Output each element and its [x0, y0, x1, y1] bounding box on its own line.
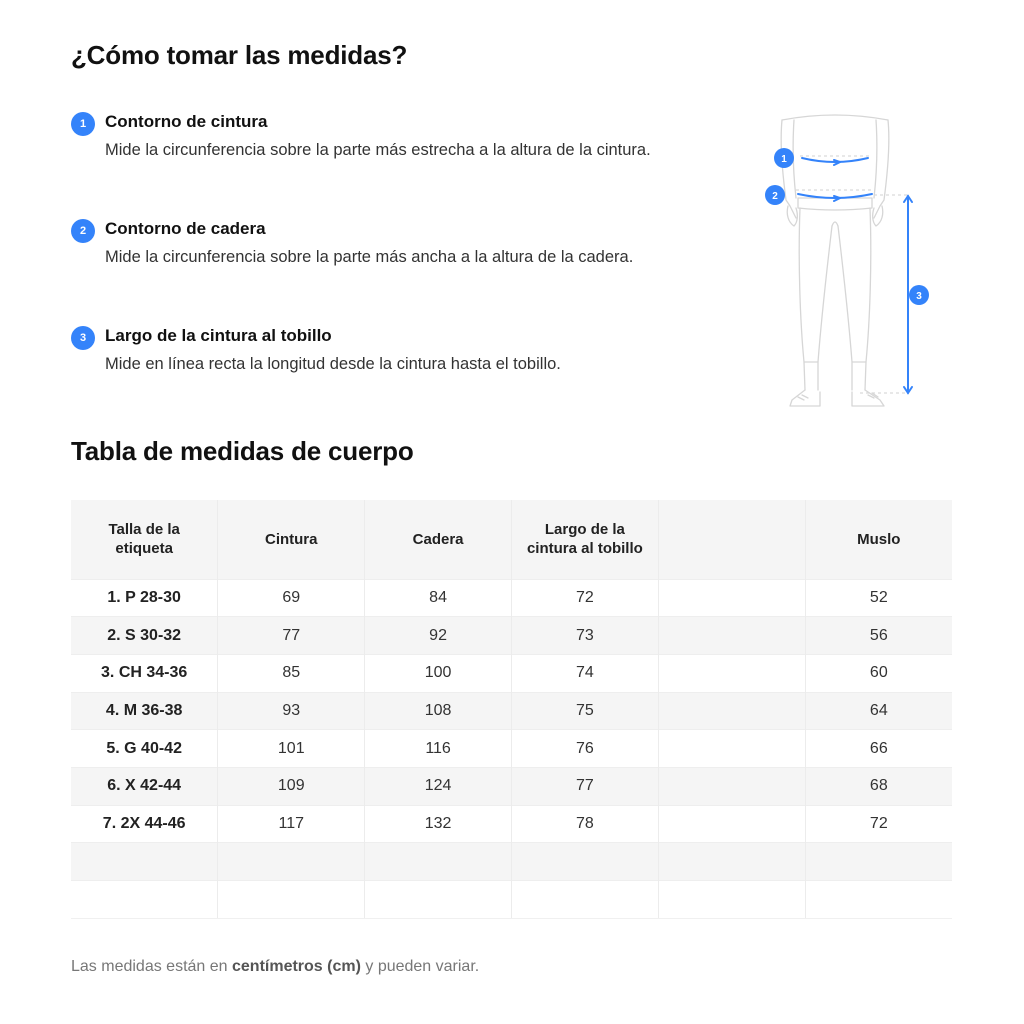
units-footnote: [71, 958, 479, 976]
cell-waist: 101: [218, 730, 365, 768]
cell-size-label: 2. S 30-32: [71, 617, 218, 655]
column-header-waist: Cintura: [218, 500, 365, 579]
table-row: [71, 579, 952, 617]
step-number-badge: 2: [71, 219, 95, 243]
cell-empty: [658, 730, 805, 768]
cell-size-label: 3. CH 34-36: [71, 654, 218, 692]
footnote-prefix: Las medidas están en: [71, 958, 232, 975]
cell-hip: [365, 881, 512, 919]
cell-thigh: 66: [805, 730, 952, 768]
cell-empty: [658, 843, 805, 881]
cell-empty: [658, 767, 805, 805]
cell-waist: 93: [218, 692, 365, 730]
step-description: Mide la circunferencia sobre la parte más estrecha a la altura de la cintura.: [105, 141, 651, 159]
cell-waist-to-ankle: 72: [511, 579, 658, 617]
cell-waist: 117: [218, 805, 365, 843]
step-number-badge: 1: [71, 112, 95, 136]
cell-thigh: 60: [805, 654, 952, 692]
cell-size-label: 1. P 28-30: [71, 579, 218, 617]
cell-hip: 116: [365, 730, 512, 768]
cell-waist: [218, 881, 365, 919]
svg-text:1: 1: [781, 154, 787, 165]
cell-empty: [658, 579, 805, 617]
cell-waist-to-ankle: 74: [511, 654, 658, 692]
body-measurement-figure-icon: [760, 110, 960, 410]
cell-thigh: 72: [805, 805, 952, 843]
column-header-empty: [658, 500, 805, 579]
cell-hip: 100: [365, 654, 512, 692]
step-description: Mide la circunferencia sobre la parte más ancha a la altura de la cadera.: [105, 248, 634, 266]
cell-thigh: [805, 843, 952, 881]
table-row: [71, 767, 952, 805]
cell-waist: 109: [218, 767, 365, 805]
svg-text:2: 2: [772, 191, 778, 202]
step-title: Largo de la cintura al tobillo: [105, 326, 332, 345]
cell-thigh: 56: [805, 617, 952, 655]
table-row: [71, 730, 952, 768]
column-header-waist-to-ankle: Largo de la cintura al tobillo: [511, 500, 658, 579]
table-row: [71, 654, 952, 692]
cell-hip: [365, 843, 512, 881]
cell-thigh: 52: [805, 579, 952, 617]
cell-size-label: 6. X 42-44: [71, 767, 218, 805]
cell-hip: 84: [365, 579, 512, 617]
step-title: Contorno de cintura: [105, 112, 268, 131]
table-row: [71, 805, 952, 843]
cell-empty: [658, 692, 805, 730]
cell-size-label: 7. 2X 44-46: [71, 805, 218, 843]
cell-waist-to-ankle: 77: [511, 767, 658, 805]
column-header-hip: Cadera: [365, 500, 512, 579]
cell-hip: 132: [365, 805, 512, 843]
cell-hip: 92: [365, 617, 512, 655]
how-to-measure-title: ¿Cómo tomar las medidas?: [71, 40, 408, 70]
cell-waist-to-ankle: [511, 843, 658, 881]
cell-waist-to-ankle: 78: [511, 805, 658, 843]
cell-waist: 77: [218, 617, 365, 655]
table-row: [71, 692, 952, 730]
column-header-thigh: Muslo: [805, 500, 952, 579]
table-header-row: [71, 500, 952, 579]
cell-thigh: 68: [805, 767, 952, 805]
step-number-badge: 3: [71, 326, 95, 350]
footnote-units: centímetros (cm): [232, 958, 361, 975]
cell-empty: [658, 617, 805, 655]
cell-size-label: 4. M 36-38: [71, 692, 218, 730]
cell-waist: 69: [218, 579, 365, 617]
cell-empty: [658, 805, 805, 843]
cell-hip: 108: [365, 692, 512, 730]
svg-text:3: 3: [916, 291, 922, 302]
cell-hip: 124: [365, 767, 512, 805]
table-row: [71, 881, 952, 919]
cell-size-label: 5. G 40-42: [71, 730, 218, 768]
cell-size-label: [71, 843, 218, 881]
cell-waist: 85: [218, 654, 365, 692]
cell-waist-to-ankle: 76: [511, 730, 658, 768]
size-table: [71, 500, 952, 919]
cell-waist-to-ankle: 75: [511, 692, 658, 730]
cell-size-label: [71, 881, 218, 919]
footnote-suffix: y pueden variar.: [360, 958, 480, 975]
column-header-size-label: Talla de la etiqueta: [71, 500, 218, 579]
cell-empty: [658, 654, 805, 692]
step-title: Contorno de cadera: [105, 219, 266, 238]
step-description: Mide en línea recta la longitud desde la cintura hasta el tobillo.: [105, 355, 561, 373]
cell-waist-to-ankle: 73: [511, 617, 658, 655]
cell-waist: [218, 843, 365, 881]
size-table-title: Tabla de medidas de cuerpo: [71, 436, 414, 466]
table-row: [71, 843, 952, 881]
cell-waist-to-ankle: [511, 881, 658, 919]
cell-thigh: 64: [805, 692, 952, 730]
table-row: [71, 617, 952, 655]
cell-thigh: [805, 881, 952, 919]
cell-empty: [658, 881, 805, 919]
